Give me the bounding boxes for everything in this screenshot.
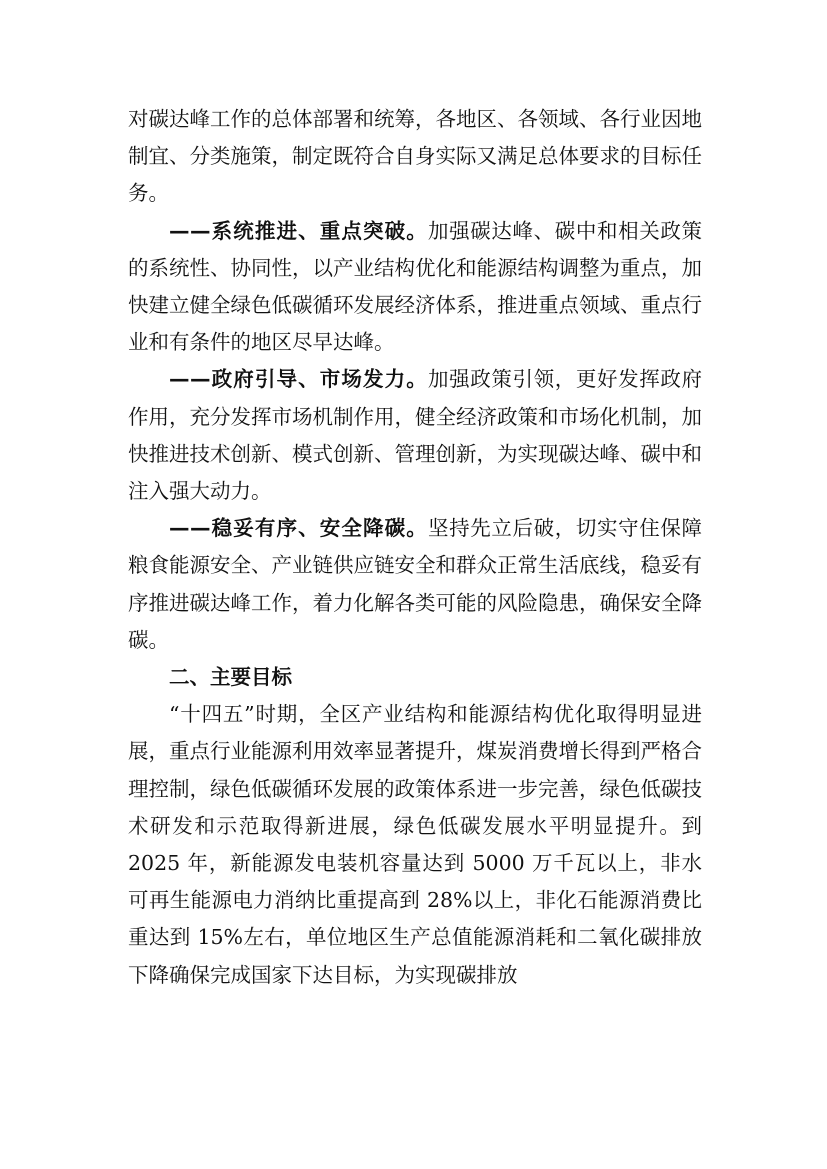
paragraph-continuation [128, 101, 702, 213]
paragraph-text: 坚持先立后破，切实守住保障粮食能源安全、产业链供应链安全和群众正常生活底线，稳妥有序推进碳达峰工作，着力化解各类可能的风险隐患，确保安全降碳。 [128, 516, 703, 652]
document-body [128, 101, 702, 994]
paragraph-text: “十四五”时期，全区产业结构和能源结构优化取得明显进展，重点行业能源利用效率显著提升，煤炭消费增长得到严格合理控制，绿色低碳循环发展的政策体系进一步完善，绿色低碳技术研发和示范取得新进展，绿色低碳发展水平明显提升。到 2025 年，新能源发电装机容量达到 5000 万千瓦以上，非水可再生能源电力消纳比重提高到 28%以上，非化石能源消费比重达到 15%左右，单位地区生产总值能源消耗和二氧化碳排放下降确保完成国家下达目标，为实现碳排放 [128, 702, 702, 987]
paragraph-main-goals [128, 696, 702, 994]
paragraph-text: 加强政策引领，更好发挥政府作用，充分发挥市场机制作用，健全经济政策和市场化机制，加快推进技术创新、模式创新、管理创新，为实现碳达峰、碳中和注入强大动力。 [128, 367, 703, 504]
paragraph-principle-system-advance [128, 213, 702, 362]
paragraph-lead: ——政府引导、市场发力。 [169, 367, 428, 392]
paragraph-principle-safe-orderly [128, 510, 702, 659]
paragraph-lead: ——稳妥有序、安全降碳。 [169, 516, 428, 541]
paragraph-text: 加强碳达峰、碳中和相关政策的系统性、协同性，以产业结构优化和能源结构调整为重点，加快建立健全绿色低碳循环发展经济体系，推进重点领域、重点行业和有条件的地区尽早达峰。 [128, 218, 703, 355]
paragraph-lead: ——系统推进、重点突破。 [169, 218, 428, 243]
paragraph-text: 对碳达峰工作的总体部署和统筹，各地区、各领域、各行业因地制宜、分类施策，制定既符合自身实际又满足总体要求的目标任务。 [128, 107, 702, 206]
paragraph-principle-government-guidance [128, 361, 702, 510]
section-heading: 二、主要目标 [169, 665, 292, 690]
